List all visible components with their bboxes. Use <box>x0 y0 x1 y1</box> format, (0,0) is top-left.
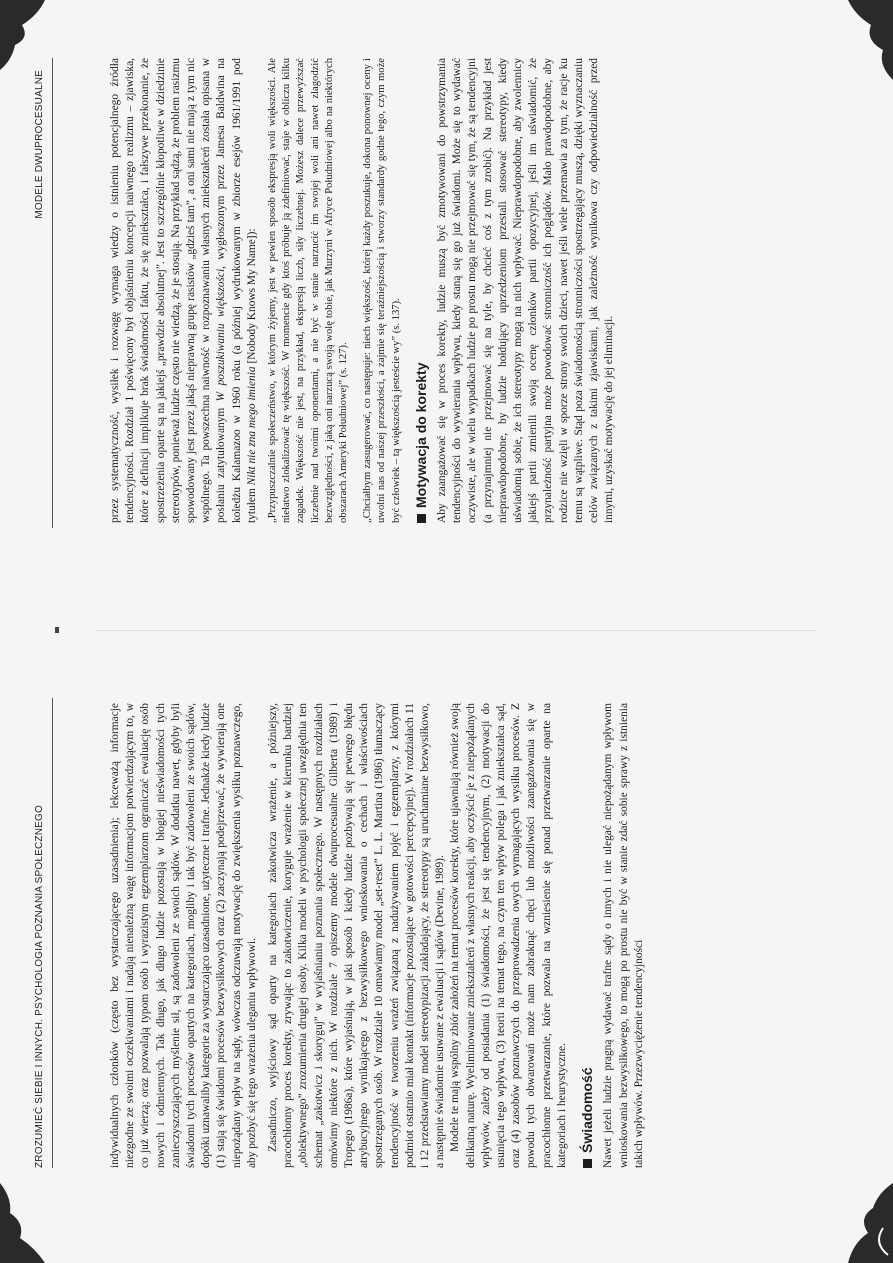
running-head-right: MODELE DWUPROCESUALNE <box>34 70 45 219</box>
paragraph: Aby zaangażować się w proces korekty, ludzie muszą być zmotywowani do powstrzymania tendencyjności do wywierania wpływu, kiedy staną się go już świadomi. Może się to wydawać oczywiste, ale w wielu wypadkach ludzie po prostu mogą nie przejmować się tym, że są tendencyjni (a przynajmniej nie przejmować się na tyle, by chcieć coś z tym zrobić). Na przykład jest nieprawdopodobne, by ludzie hołdujący uprzedzeniom przestali stosować stereotypy, kiedy uświadomią sobie, że ich stereotypy mogą na nich wpływać. Nieprawdopodobne, aby zwolennicy jakiejś partii zmienili swoją ocenę członków partii opozycyjnej, jeśli im uświadomić, że przynależność partyjna może powodować stronniczość ich poglądów. Mało prawdopodobne, aby rodzice nie wzięli w sporze strony swoich dzieci, nawet jeśli wiele przemawia za tym, że racje ku temu są wątpliwe. Stąd poza świadomością stronniczości spostrzegający muszą, dzięki wyznaczaniu celów związanych z takimi zjawiskami, jak zależność wynikowa czy odpowiedzialność przed innymi, uzyskać motywację do jej eliminacji. <box>436 58 616 523</box>
section-heading <box>580 703 595 1168</box>
left-page-text <box>108 703 653 1168</box>
italic-title: Nikt nie zna mego imienia <box>245 366 258 486</box>
running-head-left: ZROZUMIEĆ SIEBIE I INNYCH. PSYCHOLOGIA POZNANIA SPOŁECZNEGO <box>34 805 45 1168</box>
text-run: przez systematyczność, wysiłek i rozwagę wymaga wiedzy o istnieniu potencjalnego źródła tendencyjności. Rozdział 1 poświęcony był objaśnieniu koncepcji naiwnego realizmu – zjawiska, które z definicji implikuje brak świadomości faktu, że się zniekształca, i fałszywe przekonanie, że spostrzeżenia oparte są na jakiejś „prawdzie absolutnej”. Jest to szczególnie kłopotliwe w dziedzinie stereotypów, ponieważ ludzie często nie wiedzą, że je stosują. Na przykład sądzą, że problem rasizmu spowodowany jest przez jakąś nieprawną grupę rasistów „gdzieś tam”, a oni sami nie mają z tym nic wspólnego. Ta powszechna naiwność w rozpoznawaniu własnych zniekształceń została opisana w posłaniu zatytułowanym <box>109 58 228 523</box>
text-run: , wygłoszonym przez Jamesa Baldwina na koledżu Kalamazoo w 1960 roku (a później wydrukowanym w zbiorze esejów 1961/1991 pod tytułem <box>215 58 258 523</box>
corner-ornament-icon <box>0 1183 50 1263</box>
fold-mark <box>55 627 59 633</box>
paragraph: Nawet jeżeli ludzie pragną wydawać trafne sądy o innych i nie ulegać niepożądanym wpływom wnioskowania bezwysiłkowego, to mogą po prostu nie być w stanie zdać sobie sprawy z istnienia takich wpływów. Przezwyciężenie tendencyjności <box>602 703 645 1168</box>
corner-ornament-icon <box>843 1183 893 1263</box>
section-heading <box>414 58 429 523</box>
paragraph: Zasadniczo, wyjściowy sąd oparty na kategoriach zakotwicza wrażenie, a późniejszy, pracochłonny proces korekty, zrywając to zakotwiczenie, koryguje wrażenie w kierunku bardziej „obiektywnego” zrozumienia drugiej osoby. Kilka modeli w psychologii społecznej uwzględnia ten schemat „zakotwicz i skoryguj” w wyjaśnianiu poznania społecznego. W następnych rozdziałach omówimy niektóre z nich. W rozdziale 7 opiszemy modele dwuprocesualne Gilberta (1989) i Tropego (1986a), które wyjaśniają, w jaki sposób i kiedy ludzie pozbywają się pewnego błędu atrybucyjnego wynikającego z bezwysiłkowego wnioskowania o cechach i właściwościach spostrzeganych osób. W rozdziale 10 omawiamy model „set-reset” L. L. Martina (1986) tłumaczący tendencyjność w tworzeniu wrażeń związaną z nadużywaniem pojęć i egzemplarzy, z którymi podmiot ostatnio miał kontakt (informacje pozostające w gotowości percepcyjnej). W rozdziałach 11 i 12 przedstawiamy model stereotypizacji zakładający, że stereotypy są uruchamiane bezwysiłkowo, a następnie świadomie usuwane z ewaluacji i sądów (Devine, 1989). <box>267 703 447 1168</box>
block-quote: „Przypuszczalnie społeczeństwo, w którym żyjemy, jest w pewien sposób ekspresją woli większości. Ale niełatwo zlokalizować tę większość. W momencie gdy ktoś próbuje ją zdefiniować, staje w obliczu kilku zagadek. Większość nie jest, na przykład, ekspresją liczb, siły liczebnej. Możesz dalece przewyższać liczebnie nad twoimi oponentami, a nie być w stanie narzucić im swojej woli ani nawet zlagodzić bezwzględności, z jaką oni narzucą swoją wolę tobie, jak Murzyni w Afryce Południowej albo na niektórych obszarach Ameryki Południowej” (s. 127). <box>267 58 350 523</box>
header-rule <box>52 58 53 528</box>
page-gutter <box>95 630 815 631</box>
paragraph: indywidualnych członków (często bez wystarczającego uzasadnienia); lekceważą informacje niezgodne ze swoimi oczekiwaniami i nadają nienależną wagę informacjom potwierdzającym to, w co już wierzą; oraz pozwalają typom osób i wyrazistym egzemplarzom ograniczać ewaluację osób nowych i odmiennych. Tak długo, jak długo ludzie pozostają w błogiej nieświadomości tych zanieczyszczających myślenie sił, są zadowoleni ze swoich sądów. W dodatku nawet, gdyby byli świadomi tych procesów opartych na kategoriach, mogliby i tak być zadowoleni ze swoich sądów, dopóki uznawaliby kategorie za wystarczająco uzasadnione, użyteczne i trafne. Jednakże kiedy ludzie (1) stają się świadomi procesów bezwysiłkowych oraz (2) zaczynają podejrzewać, że wywierają one niepożądany wpływ na sądy, wówczas odczuwają motywację do zwiększenia wysiłku poznawczego, aby pozbyć się tego wrażenia uleganiu wpływowi. <box>109 703 258 1168</box>
right-page-text <box>108 58 624 523</box>
block-quote: „Chciałbym zasugerować, co następuje: niech większość, której każdy poszukuje, dokona ponownej oceny i uwolni nas od naszej przeszłości, a zajmie się teraźniejszością i stworzy standardy godne tego, czym może być człowiek – tą większością jesteście wy” (s. 137). <box>362 58 402 523</box>
corner-ornament-icon <box>0 0 50 80</box>
text-run: [Nobody Knows My Name]): <box>245 228 258 367</box>
square-bullet-icon <box>417 514 426 523</box>
header-rule <box>52 698 53 1168</box>
section-heading-text: Motywacja do korekty <box>412 362 429 508</box>
italic-title: W poszukiwaniu większości <box>215 268 228 402</box>
paragraph <box>108 58 260 523</box>
section-heading-text: Świadomość <box>579 1067 596 1153</box>
paragraph: Modele te mają wspólny zbiór założeń na temat procesów korekty, które ujawniają również swoją delikatną naturę. Wyeliminowanie zniekształceń z własnych reakcji, aby oczyścić je z niepożądanych wpływów, zależy od posiadania (1) świadomości, że jest się tendencyjnym, (2) motywacji do usunięcia tego wpływu, (3) teorii na temat tego, na czym ten wpływ polega i jak zniekształca sąd, oraz (4) zasobów poznawczych do przeprowadzenia owych wymagających wysiłku procesów. Z powodu tych obwarowań może nam zabraknąć chęci lub możliwości zaangażowania się w pracochłonne przetwarzanie, które pozwala na wzniesienie się ponad przetwarzanie oparte na kategoriach i heurystyczne. <box>449 703 568 1168</box>
corner-ornament-icon <box>843 0 893 80</box>
square-bullet-icon <box>583 1159 592 1168</box>
